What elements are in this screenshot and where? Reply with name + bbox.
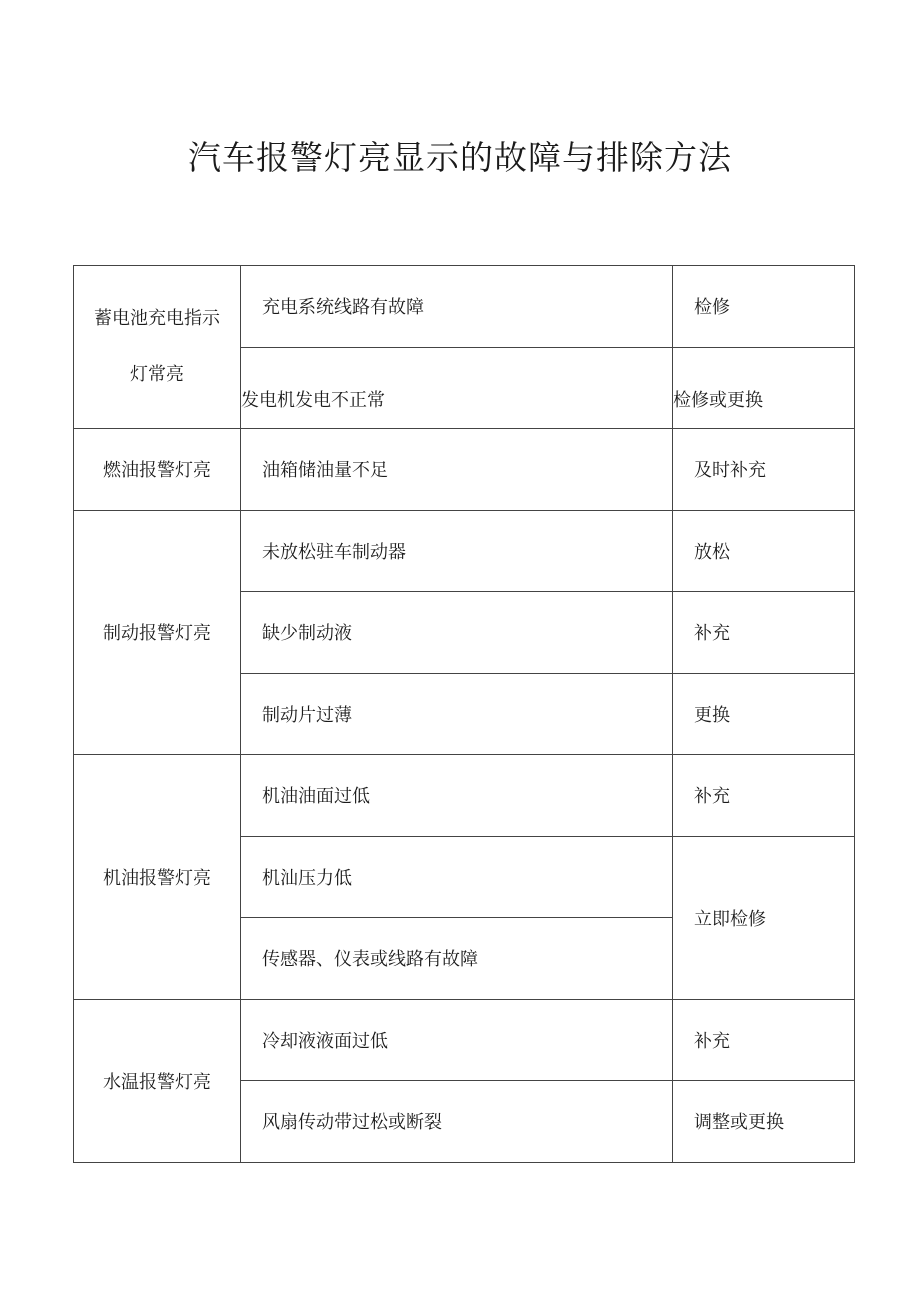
water-fix-2: 调整或更换: [673, 1081, 855, 1163]
battery-category-line1: 蓄电池充电指示: [94, 308, 220, 329]
water-category-cell: 水温报警灯亮: [74, 999, 241, 1162]
fuel-category-cell: 燃油报警灯亮: [74, 429, 241, 511]
table-row: [74, 755, 855, 837]
water-fix-1: 补充: [673, 999, 855, 1081]
brake-cause-2: 缺少制动液: [241, 592, 673, 674]
brake-fix-2: 补充: [673, 592, 855, 674]
brake-fix-3: 更换: [673, 673, 855, 755]
brake-fix-1: 放松: [673, 510, 855, 592]
fault-table: [73, 265, 855, 1163]
fuel-fix-1: 及时补充: [673, 429, 855, 511]
water-cause-2: 风扇传动带过松或断裂: [241, 1081, 673, 1163]
oil-category-cell: 机油报警灯亮: [74, 755, 241, 1000]
battery-fix-2: 检修或更换: [673, 347, 855, 429]
page-title: 汽车报警灯亮显示的故障与排除方法: [188, 138, 732, 178]
battery-cause-1: 充电系统线路有故障: [241, 266, 673, 348]
table-row: [74, 999, 855, 1081]
brake-category-cell: 制动报警灯亮: [74, 510, 241, 755]
brake-cause-1: 未放松驻车制动器: [241, 510, 673, 592]
brake-cause-3: 制动片过薄: [241, 673, 673, 755]
oil-fix-1: 补充: [673, 755, 855, 837]
battery-fix-1: 检修: [673, 266, 855, 348]
battery-category-cell: [74, 266, 241, 429]
fuel-cause-1: 油箱储油量不足: [241, 429, 673, 511]
table-row: [74, 429, 855, 511]
oil-cause-1: 机油油面过低: [241, 755, 673, 837]
table-row: [74, 266, 855, 348]
water-cause-1: 冷却液液面过低: [241, 999, 673, 1081]
oil-cause-3: 传感器、仪表或线路有故障: [241, 918, 673, 1000]
battery-category-line2: 灯常亮: [130, 364, 184, 385]
battery-cause-2: 发电机发电不正常: [241, 347, 673, 429]
table-row: [74, 510, 855, 592]
oil-fix-2: 立即检修: [673, 836, 855, 999]
oil-cause-2: 机汕压力低: [241, 836, 673, 918]
